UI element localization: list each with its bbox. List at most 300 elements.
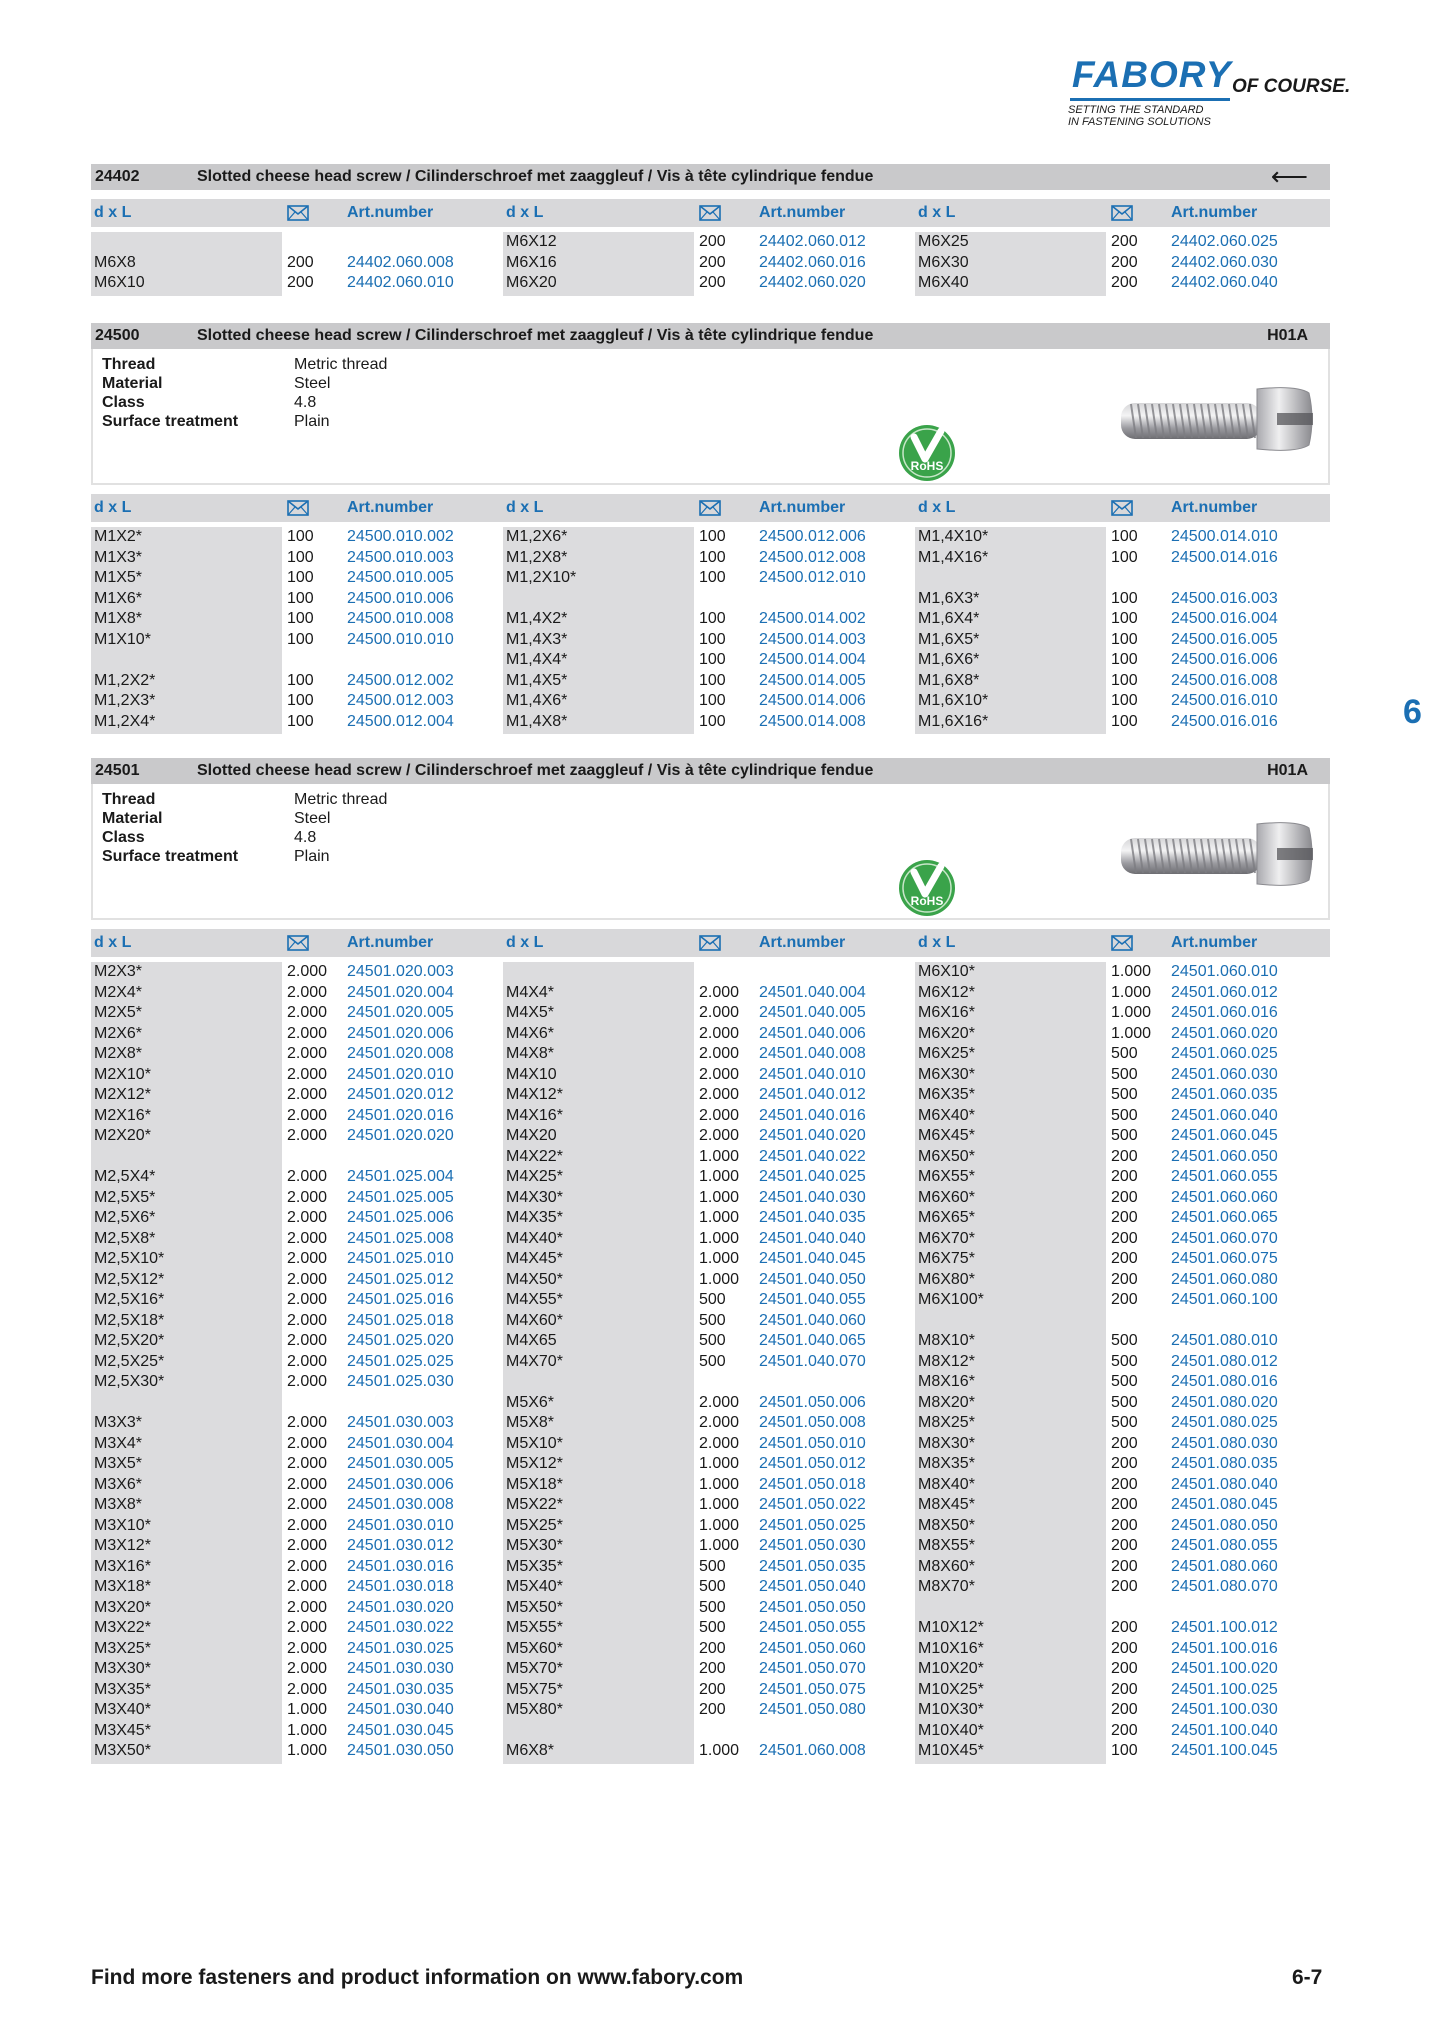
package-quantity: 200 [1111,1537,1138,1554]
fabory-logo [1064,54,1354,134]
article-number-link[interactable]: 24501.040.016 [759,1106,866,1124]
column-header-dxl: d x L [94,499,132,516]
table-row [915,1495,1315,1516]
article-number-link[interactable]: 24501.080.010 [1171,1332,1278,1349]
table-row [91,1147,491,1168]
article-number-link[interactable]: 24501.040.005 [759,1004,866,1021]
article-number-link[interactable]: 24501.040.060 [759,1311,866,1329]
property-value: Metric thread [294,791,388,808]
package-quantity: 2.000 [287,1127,328,1144]
article-number-link[interactable]: 24500.016.010 [1171,692,1278,709]
article-number-link[interactable]: 24501.030.016 [347,1557,454,1575]
article-number-link[interactable]: 24501.080.045 [1171,1496,1278,1513]
article-number-link[interactable]: 24501.030.035 [347,1680,454,1698]
article-number-link[interactable]: 24501.050.025 [759,1516,866,1534]
article-number-link[interactable]: 24500.016.008 [1171,671,1278,689]
article-number-link[interactable]: 24501.050.018 [759,1475,866,1493]
article-number-link[interactable]: 24501.050.070 [759,1660,866,1677]
article-number-link[interactable]: 24501.040.050 [759,1270,866,1288]
article-number-link[interactable]: 24501.050.055 [759,1619,866,1636]
table-row [91,1639,491,1660]
size-dxl: M2X12* [94,1086,151,1103]
size-dxl: M1,6X10* [918,692,989,709]
table-row [503,1044,903,1065]
article-number-link[interactable]: 24501.080.020 [1171,1393,1278,1411]
article-number-link[interactable]: 24501.080.060 [1171,1557,1278,1575]
article-number-link[interactable]: 24501.080.055 [1171,1537,1278,1554]
article-number-link[interactable]: 24402.060.020 [759,274,866,291]
article-number-link[interactable]: 24402.060.008 [347,253,454,271]
article-number-link[interactable]: 24501.060.008 [759,1742,866,1759]
table-row [91,1434,491,1455]
package-quantity: 2.000 [287,1250,328,1267]
article-number-link[interactable]: 24501.030.025 [347,1639,454,1657]
package-quantity: 200 [1111,1639,1138,1657]
article-number-link[interactable]: 24402.060.012 [759,233,866,250]
article-number-link[interactable]: 24501.040.055 [759,1291,866,1308]
article-number-link[interactable]: 24500.010.006 [347,589,454,607]
table-row [503,1741,903,1762]
article-number-link[interactable]: 24501.050.012 [759,1455,866,1472]
table-row [915,1147,1315,1168]
article-number-link[interactable]: 24501.030.005 [347,1455,454,1472]
size-dxl: M10X45* [918,1742,984,1759]
article-number-link[interactable]: 24501.050.008 [759,1414,866,1431]
table-row [915,1700,1315,1721]
size-dxl: M6X75* [918,1250,975,1267]
size-dxl: M8X50* [918,1516,975,1534]
package-quantity: 2.000 [287,1352,328,1370]
article-number-link[interactable]: 24501.025.030 [347,1373,454,1390]
size-dxl: M3X22* [94,1619,151,1636]
table-row [503,962,903,983]
package-quantity: 500 [1111,1065,1138,1083]
article-number-link[interactable]: 24501.100.012 [1171,1619,1278,1636]
package-quantity: 2.000 [699,1414,740,1431]
article-number-link[interactable]: 24501.050.022 [759,1496,866,1513]
article-number-link[interactable]: 24501.100.045 [1171,1742,1278,1759]
article-number-link[interactable]: 24501.060.030 [1171,1065,1278,1083]
logo-wordmark: FABORY [1072,54,1232,95]
size-dxl: M4X30* [506,1188,563,1206]
property-thread [102,790,387,809]
article-number-link[interactable]: 24500.016.005 [1171,630,1278,648]
article-number-link[interactable]: 24501.060.016 [1171,1004,1278,1021]
package-quantity: 200 [699,1701,726,1718]
article-number-link[interactable]: 24501.030.030 [347,1660,454,1677]
package-quantity: 200 [287,253,314,271]
size-dxl: M6X12* [918,983,975,1001]
article-number-link[interactable]: 24501.100.016 [1171,1639,1278,1657]
article-number-link[interactable]: 24501.060.065 [1171,1209,1278,1226]
table-row [503,609,903,630]
article-number-link[interactable]: 24501.080.016 [1171,1373,1278,1390]
article-number-link[interactable]: 24501.040.045 [759,1250,866,1267]
table-row [915,1557,1315,1578]
article-number-link[interactable]: 24501.060.012 [1171,983,1278,1001]
article-number-link[interactable]: 24501.040.070 [759,1352,866,1370]
property-label: Material [102,375,163,392]
chapter-tab[interactable]: 6 [1403,693,1422,731]
table-row [503,1680,903,1701]
article-number-link[interactable]: 24501.060.070 [1171,1229,1278,1247]
table-row [503,1577,903,1598]
size-dxl: M2,5X10* [94,1250,165,1267]
table-row [503,1003,903,1024]
article-number-link[interactable]: 24501.060.100 [1171,1291,1278,1308]
table-row [915,609,1315,630]
article-number-link[interactable]: 24501.040.020 [759,1127,866,1144]
article-number-link[interactable]: 24501.040.012 [759,1086,866,1103]
table-row [915,527,1315,548]
article-number-link[interactable]: 24501.020.012 [347,1086,454,1103]
package-quantity: 500 [1111,1086,1138,1103]
article-number-link[interactable]: 24501.050.060 [759,1639,866,1657]
table-row [503,1700,903,1721]
table-row [915,1639,1315,1660]
article-number-link[interactable]: 24501.040.008 [759,1045,866,1062]
property-value: Steel [294,375,331,392]
table-row [91,1126,491,1147]
size-dxl: M6X60* [918,1188,975,1206]
article-number-link[interactable]: 24500.016.006 [1171,651,1278,668]
table-row [915,1024,1315,1045]
size-dxl: M4X40* [506,1229,563,1247]
table-row [503,1085,903,1106]
size-dxl: M6X50* [918,1147,975,1165]
article-number-link[interactable]: 24501.040.006 [759,1024,866,1042]
package-quantity: 2.000 [287,1557,328,1575]
article-number-link[interactable]: 24501.060.020 [1171,1024,1278,1042]
table-row [503,1536,903,1557]
size-dxl: M8X20* [918,1393,975,1411]
table-row [915,1372,1315,1393]
article-number-link[interactable]: 24500.012.010 [759,569,866,586]
article-number-link[interactable]: 24500.012.008 [759,548,866,566]
package-quantity: 1.000 [699,1168,740,1185]
article-number-link[interactable]: 24501.040.010 [759,1065,866,1083]
article-number-link[interactable]: 24501.020.020 [347,1127,454,1144]
article-number-link[interactable]: 24501.060.045 [1171,1127,1278,1144]
article-number-link[interactable]: 24402.060.030 [1171,253,1278,271]
article-number-link[interactable]: 24500.010.005 [347,569,454,586]
article-number-link[interactable]: 24500.012.004 [347,712,454,730]
article-number-link[interactable]: 24501.030.022 [347,1619,454,1636]
table-row [91,712,491,733]
article-number-link[interactable]: 24501.030.018 [347,1578,454,1595]
package-quantity: 100 [1111,589,1138,607]
article-number-link[interactable]: 24501.020.003 [347,963,454,980]
article-number-link[interactable]: 24501.020.004 [347,983,454,1001]
package-quantity: 500 [1111,1332,1138,1349]
article-number-link[interactable]: 24501.060.075 [1171,1250,1278,1267]
table-row [503,1024,903,1045]
size-dxl: M5X75* [506,1680,563,1698]
size-dxl: M1X8* [94,610,143,627]
size-dxl: M2X6* [94,1024,143,1042]
table-row [915,1475,1315,1496]
table-row [503,1454,903,1475]
size-dxl: M5X25* [506,1516,563,1534]
package-quantity: 200 [1111,1516,1138,1534]
size-dxl: M6X30* [918,1065,975,1083]
article-number-link[interactable]: 24501.100.025 [1171,1680,1278,1698]
article-number-link[interactable]: 24501.030.040 [347,1701,454,1718]
table-row [915,1413,1315,1434]
article-number-link[interactable]: 24402.060.025 [1171,233,1278,250]
size-dxl: M1,4X8* [506,712,568,730]
package-quantity: 200 [1111,1455,1138,1472]
package-quantity: 2.000 [287,1188,328,1206]
section-code: 24402 [95,168,140,185]
back-arrow-icon[interactable]: ⟵ [1270,161,1308,191]
article-number-link[interactable]: 24500.010.010 [347,630,454,648]
article-number-link[interactable]: 24501.030.008 [347,1496,454,1513]
package-quantity: 2.000 [287,1311,328,1329]
article-number-link[interactable]: 24501.050.080 [759,1701,866,1718]
article-number-link[interactable]: 24501.060.080 [1171,1270,1278,1288]
package-quantity: 200 [1111,274,1138,291]
size-dxl: M1X3* [94,548,143,566]
package-quantity: 100 [1111,671,1138,689]
table-row [503,1188,903,1209]
article-number-link[interactable]: 24501.030.010 [347,1516,454,1534]
size-dxl: M8X45* [918,1496,975,1513]
table-row [503,589,903,610]
article-number-link[interactable]: 24500.014.004 [759,651,866,668]
size-dxl: M3X16* [94,1557,151,1575]
table-row [91,273,491,294]
package-quantity: 1.000 [287,1701,328,1718]
article-number-link[interactable]: 24501.020.006 [347,1024,454,1042]
article-number-link[interactable]: 24500.014.010 [1171,528,1278,545]
size-dxl: M1,2X8* [506,548,568,566]
table-row [91,962,491,983]
article-number-link[interactable]: 24501.060.040 [1171,1106,1278,1124]
size-dxl: M1,4X6* [506,692,568,709]
article-number-link[interactable]: 24501.100.030 [1171,1701,1278,1718]
article-number-link[interactable]: 24501.025.005 [347,1188,454,1206]
table-row [503,1331,903,1352]
article-number-link[interactable]: 24501.025.012 [347,1270,454,1288]
article-number-link[interactable]: 24501.025.008 [347,1229,454,1247]
article-number-link[interactable]: 24501.060.025 [1171,1045,1278,1062]
article-number-link[interactable]: 24501.080.050 [1171,1516,1278,1534]
size-dxl: M1,2X2* [94,671,156,689]
property-value: Plain [294,413,330,430]
article-number-link[interactable]: 24501.060.055 [1171,1168,1278,1185]
package-quantity: 200 [1111,1557,1138,1575]
product-section-24402 [91,161,1330,296]
table-row [503,1147,903,1168]
article-number-link[interactable]: 24501.025.025 [347,1352,454,1370]
package-quantity: 200 [699,1660,726,1677]
package-quantity: 2.000 [287,1045,328,1062]
article-number-link[interactable]: 24501.080.040 [1171,1475,1278,1493]
package-quantity: 2.000 [287,1455,328,1472]
table-row [503,1721,903,1742]
article-number-link[interactable]: 24500.012.006 [759,528,866,545]
article-number-link[interactable]: 24501.025.018 [347,1311,454,1329]
article-number-link[interactable]: 24500.012.003 [347,692,454,709]
article-number-link[interactable]: 24501.060.060 [1171,1188,1278,1206]
package-quantity: 2.000 [287,1373,328,1390]
article-number-link[interactable]: 24501.100.020 [1171,1660,1278,1677]
package-quantity: 200 [1111,253,1138,271]
article-number-link[interactable]: 24501.030.045 [347,1721,454,1739]
size-dxl: M3X35* [94,1680,151,1698]
table-row [503,1229,903,1250]
article-number-link[interactable]: 24501.060.010 [1171,963,1278,980]
table-row [915,1188,1315,1209]
column-header-art-number: Art.number [1171,934,1258,951]
package-quantity: 1.000 [1111,1024,1152,1042]
article-number-link[interactable]: 24500.014.006 [759,692,866,709]
article-number-link[interactable]: 24501.080.025 [1171,1414,1278,1431]
table-row [915,1331,1315,1352]
table-row [91,1229,491,1250]
article-number-link[interactable]: 24501.040.040 [759,1229,866,1247]
article-number-link[interactable]: 24501.025.016 [347,1291,454,1308]
article-number-link[interactable]: 24501.020.016 [347,1106,454,1124]
article-number-link[interactable]: 24501.040.022 [759,1147,866,1165]
article-number-link[interactable]: 24402.060.040 [1171,274,1278,291]
size-dxl: M4X55* [506,1291,563,1308]
package-quantity: 200 [1111,1475,1138,1493]
size-dxl: M6X65* [918,1209,975,1226]
article-number-link[interactable]: 24501.020.008 [347,1045,454,1062]
article-number-link[interactable]: 24501.040.065 [759,1332,866,1349]
size-dxl: M3X25* [94,1639,151,1657]
article-number-link[interactable]: 24501.050.010 [759,1434,866,1452]
package-quantity: 200 [1111,1168,1138,1185]
article-number-link[interactable]: 24500.012.002 [347,671,454,689]
article-number-link[interactable]: 24500.014.005 [759,671,866,689]
article-number-link[interactable]: 24501.030.003 [347,1414,454,1431]
article-number-link[interactable]: 24500.014.008 [759,712,866,730]
size-dxl: M1,6X16* [918,712,989,730]
table-row [915,1680,1315,1701]
table-row [91,1413,491,1434]
table-row [915,983,1315,1004]
article-number-link[interactable]: 24500.016.016 [1171,712,1278,730]
column-header-dxl: d x L [918,499,956,516]
package-quantity: 500 [699,1332,726,1349]
article-number-link[interactable]: 24501.060.050 [1171,1147,1278,1165]
size-dxl: M4X10 [506,1065,557,1083]
article-number-link[interactable]: 24501.020.005 [347,1004,454,1021]
package-quantity: 500 [1111,1414,1138,1431]
article-number-link[interactable]: 24500.016.003 [1171,589,1278,607]
package-quantity: 1.000 [699,1250,740,1267]
package-quantity: 100 [287,671,314,689]
package-quantity: 2.000 [699,1004,740,1021]
article-number-link[interactable]: 24500.014.002 [759,610,866,627]
table-row [503,527,903,548]
table-row [91,1577,491,1598]
table-row [915,1618,1315,1639]
article-number-link[interactable]: 24501.040.025 [759,1168,866,1185]
table-row [91,671,491,692]
size-dxl: M4X22* [506,1147,563,1165]
logo-slogan: OF COURSE. [1232,76,1351,97]
table-row [915,691,1315,712]
package-quantity: 1.000 [699,1537,740,1554]
article-number-link[interactable]: 24501.050.035 [759,1557,866,1575]
article-number-link[interactable]: 24500.010.003 [347,548,454,566]
table-row [91,1106,491,1127]
article-number-link[interactable]: 24501.100.040 [1171,1721,1278,1739]
article-number-link[interactable]: 24500.016.004 [1171,610,1278,627]
table-row [91,1085,491,1106]
article-number-link[interactable]: 24501.025.020 [347,1332,454,1349]
package-quantity: 2.000 [287,983,328,1001]
table-row [503,671,903,692]
table-row [503,1598,903,1619]
package-quantity: 2.000 [287,963,328,980]
size-dxl: M5X12* [506,1455,563,1472]
size-dxl: M5X10* [506,1434,563,1452]
table-row [915,1577,1315,1598]
package-quantity: 2.000 [287,1065,328,1083]
article-number-link[interactable]: 24402.060.016 [759,253,866,271]
article-number-link[interactable]: 24501.030.050 [347,1742,454,1759]
article-number-link[interactable]: 24501.080.012 [1171,1352,1278,1370]
article-number-link[interactable]: 24501.060.035 [1171,1086,1278,1103]
article-number-link[interactable]: 24501.080.070 [1171,1578,1278,1595]
size-dxl: M1X2* [94,528,143,545]
article-number-link[interactable]: 24501.080.030 [1171,1434,1278,1452]
cheese-head-screw-image [1117,379,1317,464]
article-number-link[interactable]: 24501.025.010 [347,1250,454,1267]
package-quantity: 2.000 [287,1434,328,1452]
article-number-link[interactable]: 24501.040.035 [759,1209,866,1226]
article-number-link[interactable]: 24501.025.006 [347,1209,454,1226]
article-number-link[interactable]: 24500.014.003 [759,630,866,648]
package-quantity: 200 [699,253,726,271]
article-number-link[interactable]: 24500.014.016 [1171,548,1278,566]
article-number-link[interactable]: 24501.030.012 [347,1537,454,1554]
size-dxl: M6X8 [94,253,136,271]
table-row [91,1311,491,1332]
column-header-art-number: Art.number [1171,204,1258,221]
size-dxl: M3X5* [94,1455,143,1472]
article-number-link[interactable]: 24501.050.030 [759,1537,866,1554]
article-number-link[interactable]: 24501.040.030 [759,1188,866,1206]
article-number-link[interactable]: 24501.050.040 [759,1578,866,1595]
article-number-link[interactable]: 24501.050.075 [759,1680,866,1698]
size-dxl: M4X60* [506,1311,563,1329]
article-number-link[interactable]: 24501.050.050 [759,1598,866,1616]
article-number-link[interactable]: 24500.010.008 [347,610,454,627]
package-quantity: 1.000 [1111,1004,1152,1021]
article-number-link[interactable]: 24501.020.010 [347,1065,454,1083]
package-quantity: 2.000 [287,1229,328,1247]
article-number-link[interactable]: 24501.025.004 [347,1168,454,1185]
article-number-link[interactable]: 24402.060.010 [347,274,454,291]
article-number-link[interactable]: 24500.010.002 [347,528,454,545]
article-number-link[interactable]: 24501.080.035 [1171,1455,1278,1472]
article-number-link[interactable]: 24501.030.006 [347,1475,454,1493]
article-number-link[interactable]: 24501.050.006 [759,1393,866,1411]
article-number-link[interactable]: 24501.030.020 [347,1598,454,1616]
size-dxl: M6X100* [918,1291,984,1308]
column-header-art-number: Art.number [759,204,846,221]
size-dxl: M5X18* [506,1475,563,1493]
article-number-link[interactable]: 24501.040.004 [759,983,866,1001]
article-number-link[interactable]: 24501.030.004 [347,1434,454,1452]
product-section-24501 [91,758,1330,1764]
